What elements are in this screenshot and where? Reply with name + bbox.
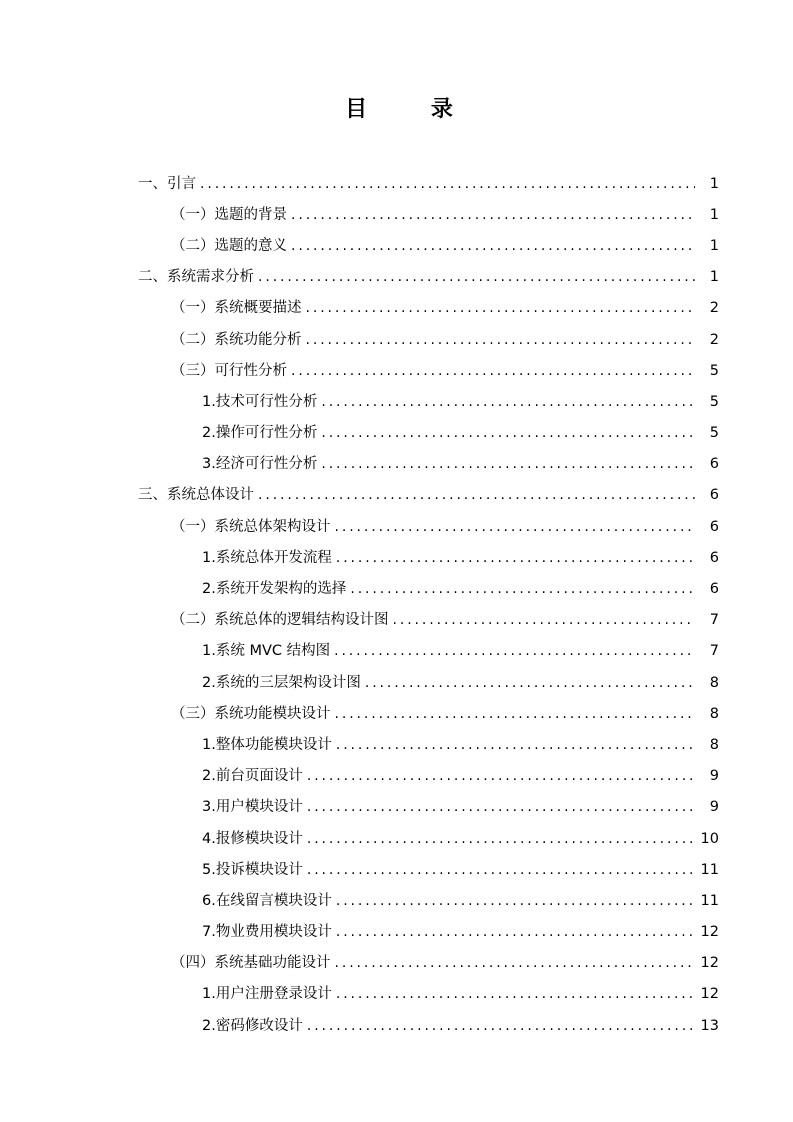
toc-entry-title: 1.系统总体开发流程	[202, 549, 332, 566]
toc-entry[interactable]	[0, 449, 793, 480]
toc-dot-leader	[334, 641, 695, 661]
toc-dot-leader	[306, 298, 696, 318]
toc-dot-leader	[393, 610, 696, 630]
table-of-contents	[0, 168, 793, 1041]
toc-entry[interactable]	[0, 1010, 793, 1041]
toc-entry-title: 2.系统的三层架构设计图	[202, 674, 361, 691]
toc-entry-title: 1.系统 MVC 结构图	[202, 643, 331, 660]
toc-page-number: 11	[700, 861, 719, 878]
toc-dot-leader	[336, 548, 695, 568]
toc-dot-leader	[258, 485, 695, 505]
toc-dot-leader	[321, 392, 695, 412]
toc-entry-title: 3.用户模块设计	[202, 799, 303, 816]
toc-entry-title: 3.经济可行性分析	[202, 456, 318, 473]
toc-entry[interactable]	[0, 386, 793, 417]
toc-entry[interactable]	[0, 324, 793, 355]
page-title: 目 录	[345, 97, 481, 122]
toc-entry-title: （四）系统基础功能设计	[171, 955, 331, 972]
toc-dot-leader	[306, 330, 696, 350]
toc-entry-title: 三、系统总体设计	[138, 487, 254, 504]
toc-dot-leader	[321, 454, 695, 474]
toc-dot-leader	[307, 797, 695, 817]
toc-page-number: 1	[709, 237, 719, 254]
toc-dot-leader	[365, 673, 695, 693]
toc-dot-leader	[307, 860, 695, 880]
toc-entry[interactable]	[0, 823, 793, 854]
toc-entry[interactable]	[0, 605, 793, 636]
toc-dot-leader	[336, 735, 695, 755]
toc-page-number: 6	[709, 456, 719, 473]
toc-page-number: 1	[709, 175, 719, 192]
toc-entry[interactable]	[0, 542, 793, 573]
toc-entry[interactable]	[0, 573, 793, 604]
toc-page-number: 6	[709, 518, 719, 535]
toc-entry[interactable]	[0, 511, 793, 542]
toc-page-number: 6	[709, 487, 719, 504]
toc-entry-title: （二）选题的意义	[171, 237, 287, 254]
toc-entry[interactable]	[0, 761, 793, 792]
toc-entry-title: 1.用户注册登录设计	[202, 986, 332, 1003]
toc-page-number: 5	[709, 362, 719, 379]
toc-dot-leader	[307, 1016, 695, 1036]
toc-page-number: 10	[700, 830, 719, 847]
toc-dot-leader	[291, 361, 695, 381]
toc-entry[interactable]	[0, 636, 793, 667]
toc-entry-title: 1.技术可行性分析	[202, 393, 318, 410]
toc-page-number: 9	[709, 799, 719, 816]
toc-dot-leader	[335, 704, 696, 724]
toc-page-number: 13	[700, 1017, 719, 1034]
toc-entry-title: 2.系统开发架构的选择	[202, 581, 347, 598]
toc-entry-title: 2.前台页面设计	[202, 768, 303, 785]
toc-page-number: 7	[709, 643, 719, 660]
toc-page-number: 8	[709, 674, 719, 691]
toc-entry[interactable]	[0, 729, 793, 760]
toc-page-number: 1	[709, 206, 719, 223]
toc-entry[interactable]	[0, 230, 793, 261]
toc-page-number: 11	[700, 892, 719, 909]
toc-page-number: 12	[700, 986, 719, 1003]
toc-entry-title: （二）系统总体的逻辑结构设计图	[171, 612, 389, 629]
toc-page-number: 2	[709, 331, 719, 348]
toc-entry-title: 6.在线留言模块设计	[202, 892, 332, 909]
toc-page-number: 8	[709, 705, 719, 722]
toc-entry[interactable]	[0, 948, 793, 979]
toc-entry-title: 4.报修模块设计	[202, 830, 303, 847]
toc-entry[interactable]	[0, 168, 793, 199]
toc-entry-title: （一）系统概要描述	[171, 300, 302, 317]
toc-dot-leader	[307, 829, 695, 849]
toc-page-number: 12	[700, 955, 719, 972]
toc-dot-leader	[336, 922, 695, 942]
toc-entry[interactable]	[0, 418, 793, 449]
toc-dot-leader	[200, 174, 695, 194]
toc-entry-title: （一）系统总体架构设计	[171, 518, 331, 535]
toc-dot-leader	[336, 891, 695, 911]
toc-dot-leader	[321, 423, 695, 443]
toc-entry-title: 一、引言	[138, 175, 196, 192]
toc-entry-title: （三）系统功能模块设计	[171, 705, 331, 722]
toc-page-number: 2	[709, 300, 719, 317]
toc-page-number: 6	[709, 549, 719, 566]
toc-entry-title: 2.密码修改设计	[202, 1017, 303, 1034]
toc-page-number: 5	[709, 393, 719, 410]
toc-dot-leader	[335, 953, 696, 973]
toc-entry[interactable]	[0, 698, 793, 729]
toc-entry[interactable]	[0, 480, 793, 511]
toc-dot-leader	[335, 517, 696, 537]
toc-entry[interactable]	[0, 979, 793, 1010]
toc-page-number: 1	[709, 269, 719, 286]
toc-entry-title: 5.投诉模块设计	[202, 861, 303, 878]
toc-entry-title: （一）选题的背景	[171, 206, 287, 223]
toc-page-number: 7	[709, 612, 719, 629]
toc-page-number: 9	[709, 768, 719, 785]
toc-page-number: 8	[709, 736, 719, 753]
toc-entry-title: 1.整体功能模块设计	[202, 736, 332, 753]
toc-dot-leader	[291, 205, 695, 225]
toc-entry[interactable]	[0, 293, 793, 324]
toc-entry[interactable]	[0, 667, 793, 698]
toc-entry[interactable]	[0, 917, 793, 948]
toc-page-number: 12	[700, 924, 719, 941]
toc-entry-title: 二、系统需求分析	[138, 269, 254, 286]
toc-entry[interactable]	[0, 199, 793, 230]
toc-entry[interactable]	[0, 885, 793, 916]
toc-entry[interactable]	[0, 262, 793, 293]
toc-dot-leader	[350, 579, 695, 599]
toc-dot-leader	[336, 984, 695, 1004]
toc-entry-title: （二）系统功能分析	[171, 331, 302, 348]
toc-dot-leader	[307, 766, 695, 786]
toc-entry-title: 7.物业费用模块设计	[202, 924, 332, 941]
toc-entry-title: 2.操作可行性分析	[202, 425, 318, 442]
toc-dot-leader	[291, 236, 695, 256]
toc-entry[interactable]	[0, 854, 793, 885]
toc-entry-title: （三）可行性分析	[171, 362, 287, 379]
toc-page-number: 6	[709, 581, 719, 598]
toc-entry[interactable]	[0, 355, 793, 386]
toc-entry[interactable]	[0, 792, 793, 823]
toc-dot-leader	[258, 267, 695, 287]
toc-page-number: 5	[709, 425, 719, 442]
